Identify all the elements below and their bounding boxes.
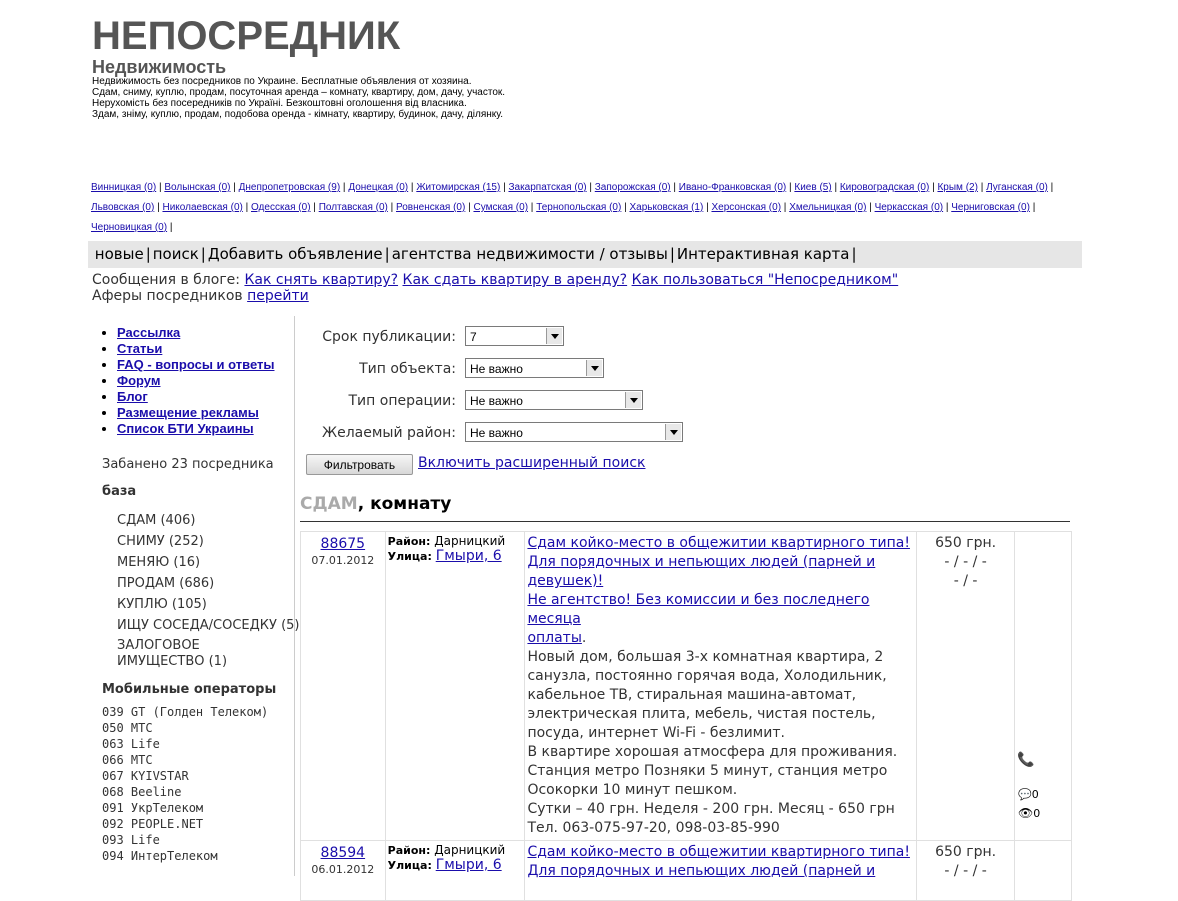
table-row bbox=[301, 841, 1072, 901]
base-item-sell[interactable]: ПРОДАМ (686) bbox=[117, 576, 215, 591]
listing-title-line: Для порядочных и непьющих людей (парней и bbox=[527, 863, 876, 879]
listing-body-line: кабельное ТВ, стиральная машина-автомат, bbox=[527, 687, 857, 703]
region-separator: | bbox=[929, 182, 938, 193]
sidebar-link-ads[interactable]: Размещение рекламы bbox=[117, 405, 259, 420]
sidebar-item bbox=[117, 421, 294, 437]
scam-link[interactable]: перейти bbox=[247, 288, 309, 304]
region-separator: | bbox=[977, 182, 987, 193]
sidebar-item bbox=[117, 325, 294, 341]
base-item-collateral-line1: ЗАЛОГОВОЕ bbox=[117, 638, 200, 653]
base-item-roommate[interactable]: ИЩУ СОСЕДА/СОСЕДКУ (5) bbox=[117, 618, 300, 633]
filter-button[interactable]: Фильтровать bbox=[306, 454, 413, 475]
blog-link-rent[interactable]: Как снять квартиру? bbox=[244, 272, 399, 288]
listing-text-cell: Сдам койко-место в общежитии квартирного типа! Для порядочных и непьющих людей (парней и девушек)! Не агентство! Без комиссии и без последнего месяца оплаты. Новый дом, большая 3-х комнатная квартира, 2 санузла, постоянно горячая вода, Холодильник, кабельное ТВ, стиральная машина-автомат, электрическая плита, мебель, чистая постель, посуда, интернет Wi-Fi - безлимит. В квартире хорошая атмосфера для проживания. Станция метро Позняки 5 минут, станция метро Осокорки 10 минут пешком. Сутки – 40 грн. Неделя - 200 грн. Месяц - 650 грн Тел. 063-075-97-20, 098-03-85-990 bbox=[525, 532, 917, 841]
region-link[interactable]: Днепропетровская (9) bbox=[238, 182, 341, 193]
listing-title-line: Сдам койко-место в общежитии квартирного типа! bbox=[527, 844, 910, 860]
chevron-down-icon[interactable] bbox=[625, 392, 641, 408]
listing-body-line: Сутки – 40 грн. Неделя - 200 грн. Месяц - 650 грн bbox=[527, 801, 895, 817]
region-link[interactable]: Полтавская (0) bbox=[318, 202, 388, 213]
blog-link-let[interactable]: Как сдать квартиру в аренду? bbox=[402, 272, 628, 288]
op-row bbox=[300, 390, 456, 412]
region-separator: | bbox=[1029, 202, 1036, 213]
desc-line: Недвижимость без посредников по Украине. Бесплатные объявления от хозяина. bbox=[92, 76, 472, 87]
region-separator: | bbox=[943, 202, 952, 213]
region-separator: | bbox=[167, 222, 173, 233]
op-label: Тип операции: bbox=[348, 393, 456, 409]
region-separator: | bbox=[786, 182, 795, 193]
listing-title-link[interactable] bbox=[527, 535, 910, 646]
base-item-collateral[interactable] bbox=[117, 638, 317, 670]
listing-date: 07.01.2012 bbox=[311, 554, 375, 567]
nav-search[interactable]: поиск bbox=[152, 245, 199, 263]
phone-icon[interactable]: 📞 bbox=[1016, 752, 1035, 768]
left-sidebar bbox=[88, 316, 300, 876]
base-item-seek[interactable]: СНИМУ (252) bbox=[117, 534, 204, 549]
region-link[interactable]: Запорожская (0) bbox=[594, 182, 671, 193]
base-item-buy[interactable]: КУПЛЮ (105) bbox=[117, 597, 207, 612]
mobile-operators-title: Мобильные операторы bbox=[102, 682, 277, 697]
table-row bbox=[301, 532, 1072, 841]
nav-add-listing[interactable]: Добавить объявление bbox=[207, 245, 383, 263]
region-link[interactable]: Киев (5) bbox=[794, 182, 832, 193]
section-heading-action: СДАМ bbox=[300, 494, 358, 514]
district-label: Район: bbox=[387, 535, 431, 548]
comments-count: 0 bbox=[1031, 788, 1039, 801]
region-link[interactable]: Винницкая (0) bbox=[91, 182, 157, 193]
sidebar-links bbox=[88, 325, 294, 437]
district-value: Не важно bbox=[470, 426, 523, 440]
listing-title-link[interactable] bbox=[527, 844, 910, 879]
mobile-operator: 091 УкрТелеком bbox=[102, 801, 204, 815]
region-separator: | bbox=[242, 202, 251, 213]
base-item-collateral-line2: ИМУЩЕСТВО (1) bbox=[117, 654, 228, 669]
region-link[interactable]: Херсонская (0) bbox=[711, 202, 782, 213]
op-select[interactable] bbox=[465, 390, 643, 410]
mobile-operator: 039 GT (Голден Телеком) bbox=[102, 705, 269, 719]
listing-date: 06.01.2012 bbox=[311, 863, 375, 876]
mobile-operator: 050 МТС bbox=[102, 721, 153, 735]
sidebar-item bbox=[117, 373, 294, 389]
listing-location-cell bbox=[385, 841, 525, 901]
blog-prefix: Сообщения в блоге: bbox=[92, 272, 240, 288]
mobile-operator: 066 МТС bbox=[102, 753, 153, 767]
sidebar-item bbox=[117, 405, 294, 421]
region-separator: | bbox=[408, 182, 417, 193]
listing-location-cell bbox=[385, 532, 525, 841]
region-separator: | bbox=[866, 202, 875, 213]
views-counter bbox=[1018, 806, 1040, 820]
region-link[interactable]: Ровненская (0) bbox=[396, 202, 466, 213]
street-label: Улица: bbox=[387, 859, 432, 872]
mobile-operator: 094 ИнтерТелеком bbox=[102, 849, 218, 863]
mobile-operator: 068 Beeline bbox=[102, 785, 182, 799]
type-value: Не важно bbox=[470, 362, 523, 376]
region-link[interactable]: Николаевская (0) bbox=[162, 202, 243, 213]
listing-price: 650 грн. bbox=[935, 535, 997, 551]
listing-id-cell bbox=[301, 532, 386, 841]
district-label: Желаемый район: bbox=[322, 425, 456, 441]
listing-title-line: Не агентство! Без комиссии и без последнего месяца bbox=[527, 592, 870, 627]
advanced-search-link[interactable]: Включить расширенный поиск bbox=[418, 455, 646, 471]
listings-table bbox=[300, 531, 1072, 901]
site-header bbox=[92, 14, 522, 120]
listing-title-line: Сдам койко-место в общежитии квартирного типа! bbox=[527, 535, 910, 551]
base-item-exchange[interactable]: МЕНЯЮ (16) bbox=[117, 555, 201, 570]
listing-price: 650 грн. bbox=[935, 844, 997, 860]
blog-link-howto[interactable]: Как пользоваться "Непосредником" bbox=[631, 272, 899, 288]
region-link[interactable]: Донецкая (0) bbox=[348, 182, 409, 193]
listing-title-line: Для порядочных и непьющих людей (парней и bbox=[527, 554, 876, 570]
nav-new[interactable]: новые bbox=[94, 245, 144, 263]
region-link[interactable]: Кировоградская (0) bbox=[839, 182, 930, 193]
region-separator: | bbox=[1047, 182, 1054, 193]
chevron-down-icon[interactable] bbox=[586, 360, 602, 376]
type-select[interactable] bbox=[465, 358, 604, 378]
listing-price-sub: - / - / - bbox=[944, 554, 987, 570]
listing-title-line: оплаты bbox=[527, 630, 582, 646]
base-list bbox=[117, 510, 317, 670]
chevron-down-icon[interactable] bbox=[665, 424, 681, 440]
period-label: Срок публикации: bbox=[322, 329, 456, 345]
mobile-operators-list bbox=[102, 704, 268, 864]
region-separator: | bbox=[528, 202, 537, 213]
listing-id-link[interactable]: 88675 bbox=[320, 536, 366, 552]
listing-price-sub: - / - / - bbox=[944, 863, 987, 879]
region-link[interactable]: Черкасская (0) bbox=[874, 202, 944, 213]
region-link[interactable]: Крым (2) bbox=[937, 182, 978, 193]
region-link[interactable]: Харьковская (1) bbox=[629, 202, 704, 213]
blog-messages bbox=[92, 272, 898, 304]
period-row bbox=[300, 326, 456, 348]
sidebar-link-bti[interactable]: Список БТИ Украины bbox=[117, 421, 254, 436]
site-subtitle: Недвижимость bbox=[92, 57, 227, 77]
region-link[interactable]: Сумская (0) bbox=[473, 202, 529, 213]
region-separator: | bbox=[156, 182, 165, 193]
region-link[interactable]: Черниговская (0) bbox=[951, 202, 1030, 213]
region-link[interactable]: Львовская (0) bbox=[91, 202, 155, 213]
type-row bbox=[300, 358, 456, 380]
regions-list bbox=[91, 178, 1091, 238]
region-separator: | bbox=[670, 182, 679, 193]
listing-actions-cell bbox=[1014, 841, 1071, 901]
sidebar-item bbox=[117, 389, 294, 405]
region-separator: | bbox=[465, 202, 474, 213]
mobile-operator: 063 Life bbox=[102, 737, 160, 751]
listing-title-line: девушек)! bbox=[527, 573, 604, 589]
listing-actions-cell bbox=[1014, 532, 1071, 841]
sidebar-link-articles[interactable]: Статьи bbox=[117, 341, 163, 356]
site-logo[interactable]: НЕПОСРЕДНИК bbox=[92, 14, 401, 58]
mobile-operator: 067 KYIVSTAR bbox=[102, 769, 189, 783]
listing-price-cell bbox=[917, 532, 1015, 841]
mobile-operator: 092 PEOPLE.NET bbox=[102, 817, 204, 831]
region-separator: | bbox=[154, 202, 163, 213]
listing-body-line: посуда, интернет Wi-Fi - безлимит. bbox=[527, 725, 785, 741]
listing-body-line: Станция метро Позняки 5 минут, станция метро bbox=[527, 763, 888, 779]
region-separator: | bbox=[781, 202, 790, 213]
desc-line: Нерухомість без посередників по Україні. Безкоштовні оголошення від власника. bbox=[92, 98, 467, 109]
region-separator: | bbox=[310, 202, 319, 213]
listing-price-sub: - / - bbox=[953, 573, 978, 589]
region-separator: | bbox=[340, 182, 349, 193]
listing-id-link[interactable]: 88594 bbox=[320, 845, 366, 861]
listing-body-line: санузла, постоянно горячая вода, Холодильник, bbox=[527, 668, 887, 684]
region-link[interactable]: Хмельницкая (0) bbox=[789, 202, 867, 213]
listing-body-line: В квартире хорошая атмосфера для проживания. bbox=[527, 744, 898, 760]
base-item-rent[interactable]: СДАМ (406) bbox=[117, 513, 196, 528]
sidebar-item bbox=[117, 357, 294, 373]
comments-counter[interactable] bbox=[1018, 788, 1039, 801]
street-label: Улица: bbox=[387, 550, 432, 563]
region-link[interactable]: Ивано-Франковская (0) bbox=[678, 182, 787, 193]
region-separator: | bbox=[230, 182, 239, 193]
listing-street-link[interactable]: Гмыри, 6 bbox=[435, 857, 502, 873]
listing-body-line: Новый дом, большая 3-х комнатная квартира, 2 bbox=[527, 649, 884, 665]
district-label: Район: bbox=[387, 844, 431, 857]
sidebar-link-forum[interactable]: Форум bbox=[117, 373, 161, 388]
region-separator: | bbox=[586, 182, 595, 193]
nav-map[interactable]: Интерактивная карта bbox=[676, 245, 850, 263]
scam-label: Аферы посредников bbox=[92, 288, 243, 304]
sidebar-link-mailing[interactable]: Рассылка bbox=[117, 325, 181, 340]
region-separator: | bbox=[703, 202, 712, 213]
desc-line: Сдам, сниму, куплю, продам, посуточная аренда – комнату, квартиру, дом, дачу, участок. bbox=[92, 87, 506, 98]
comment-icon: 💬 bbox=[1017, 788, 1032, 801]
listing-body-line: Тел. 063-075-97-20, 098-03-85-990 bbox=[527, 820, 780, 836]
listing-text-cell bbox=[525, 841, 917, 901]
listing-price-cell bbox=[917, 841, 1015, 901]
listing-street-link[interactable]: Гмыри, 6 bbox=[435, 548, 502, 564]
listing-body-line: электрическая плита, мебель, чистая постель, bbox=[527, 706, 876, 722]
section-heading-object: , комнату bbox=[357, 494, 452, 514]
chevron-down-icon[interactable] bbox=[546, 328, 562, 344]
banned-count: Забанено 23 посредника bbox=[102, 457, 274, 472]
nav-agencies[interactable]: агентства недвижимости / отзывы bbox=[391, 245, 668, 263]
district-select[interactable] bbox=[465, 422, 683, 442]
desc-line: Здам, зніму, куплю, продам, подобова оренда - кімнату, квартиру, будинок, дачу, ділянку. bbox=[92, 109, 504, 120]
mobile-operator: 093 Life bbox=[102, 833, 160, 847]
region-separator: | bbox=[831, 182, 840, 193]
eye-icon: 👁 bbox=[1017, 806, 1034, 820]
region-link[interactable]: Черновицкая (0) bbox=[91, 222, 168, 233]
period-value: 7 bbox=[470, 330, 477, 344]
listing-district: Дарницкий bbox=[434, 534, 506, 548]
region-separator: | bbox=[500, 182, 509, 193]
sidebar-link-faq[interactable]: FAQ - вопросы и ответы bbox=[117, 357, 275, 372]
section-heading bbox=[300, 494, 1070, 522]
region-link[interactable]: Волынская (0) bbox=[164, 182, 231, 193]
region-link[interactable]: Тернопольская (0) bbox=[536, 202, 622, 213]
main-nav: новые | поиск | Добавить объявление | агентства недвижимости / отзывы | Интерактивная карта | bbox=[88, 241, 1082, 268]
views-count: 0 bbox=[1033, 807, 1041, 820]
region-separator: | bbox=[621, 202, 630, 213]
op-value: Не важно bbox=[470, 394, 523, 408]
region-separator: | bbox=[387, 202, 397, 213]
district-row bbox=[300, 422, 456, 444]
sidebar-link-blog[interactable]: Блог bbox=[117, 389, 148, 404]
sidebar-item bbox=[117, 341, 294, 357]
site-description bbox=[92, 76, 512, 120]
type-label: Тип объекта: bbox=[359, 361, 456, 377]
period-select[interactable] bbox=[465, 326, 564, 346]
listing-district: Дарницкий bbox=[434, 843, 506, 857]
region-link[interactable]: Житомирская (15) bbox=[416, 182, 501, 193]
listing-id-cell bbox=[301, 841, 386, 901]
region-link[interactable]: Закарпатская (0) bbox=[508, 182, 587, 193]
region-link[interactable]: Одесская (0) bbox=[251, 202, 311, 213]
region-link[interactable]: Луганская (0) bbox=[986, 182, 1048, 193]
listing-body-line: Осокорки 10 минут пешком. bbox=[527, 782, 738, 798]
base-title: база bbox=[102, 484, 137, 499]
